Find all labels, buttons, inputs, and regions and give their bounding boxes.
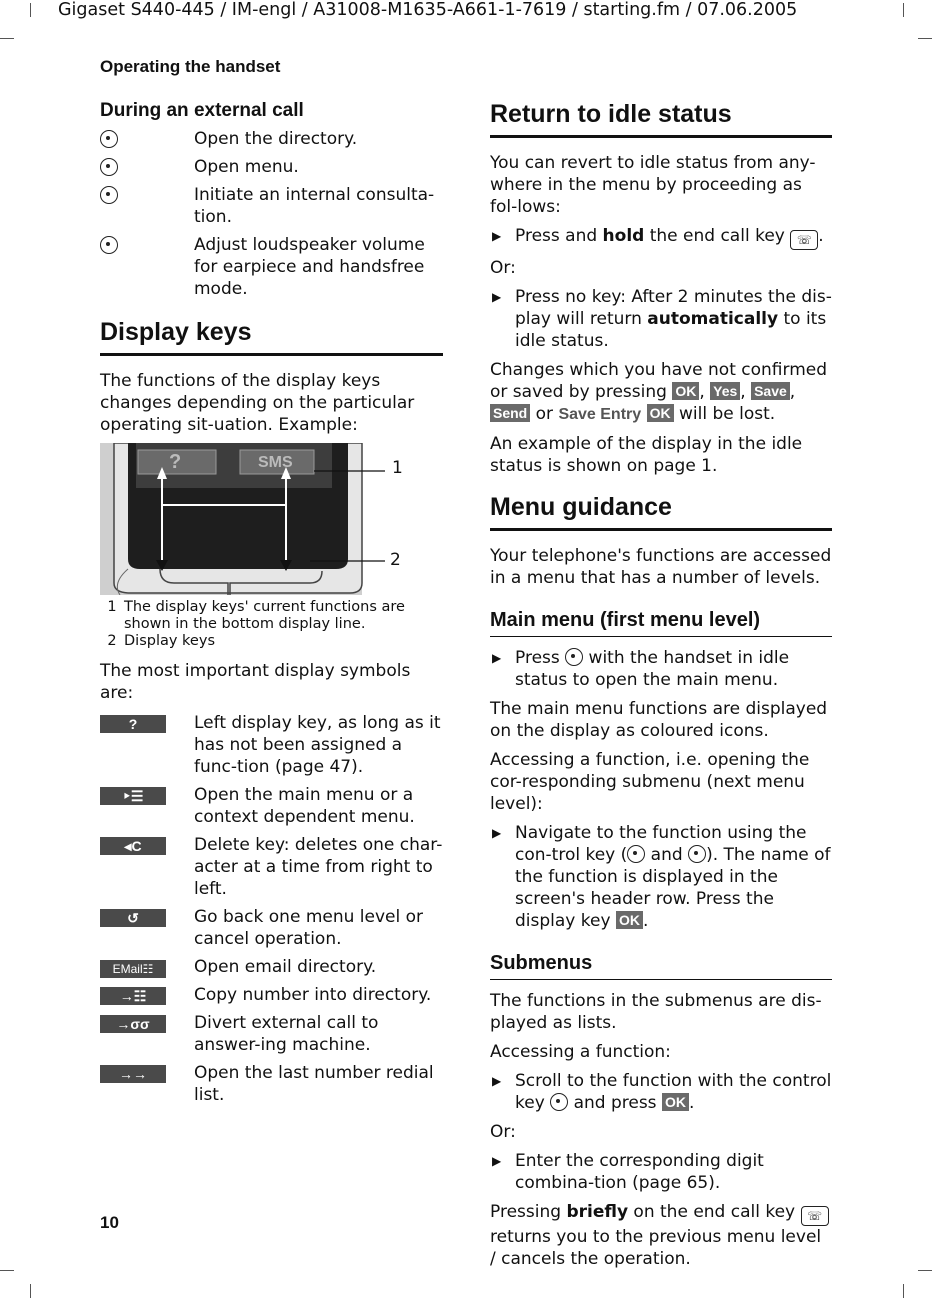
left-display-key-label: ? bbox=[169, 451, 182, 473]
or-label: Or: bbox=[490, 1122, 516, 1142]
figure-captions bbox=[100, 599, 443, 650]
display-keys-heading: Display keys bbox=[100, 318, 443, 356]
caption-text: Display keys bbox=[124, 633, 215, 649]
or-label: Or: bbox=[490, 258, 516, 278]
list-item: ▶ Press and hold the end call key ☏ . bbox=[490, 225, 832, 250]
bullet-arrow-icon: ▶ bbox=[492, 290, 502, 304]
menu-guidance-heading: Menu guidance bbox=[490, 493, 832, 531]
nav-key-updown-icon bbox=[550, 1093, 568, 1111]
list-item bbox=[100, 1012, 443, 1056]
list-item: ▶ Scroll to the function with the control key and press OK . bbox=[492, 1071, 832, 1113]
nav-key-down-icon bbox=[100, 130, 118, 148]
section-title: Operating the handset bbox=[100, 57, 281, 76]
nav-key-right-icon bbox=[565, 648, 583, 666]
main-menu-paragraph-2: Accessing a function, i.e. opening the cor-responding submenu (next menu level): bbox=[490, 750, 810, 814]
nav-key-left-icon bbox=[100, 186, 118, 204]
list-item: ▶ Enter the corresponding digit combina-tion (page 65). bbox=[492, 1151, 764, 1193]
main-menu-paragraph-1: The main menu functions are displayed on the display as coloured icons. bbox=[490, 699, 828, 741]
list-item-text: Open the last number redial list. bbox=[194, 1063, 434, 1105]
save-entry-label: Save Entry bbox=[558, 406, 642, 423]
briefly-paragraph: Pressing briefly on the end call key ☏ returns you to the previous menu level / cancels the operation. bbox=[490, 1201, 832, 1270]
page-number: 10 bbox=[100, 1213, 119, 1232]
crop-mark bbox=[0, 38, 14, 39]
end-call-key-icon: ☏ bbox=[801, 1206, 829, 1226]
list-item bbox=[100, 784, 443, 828]
left-column bbox=[100, 100, 443, 1116]
submenus-paragraph-2: Accessing a function: bbox=[490, 1042, 671, 1062]
caption-text: The display keys' current functions are shown in the bottom display line. bbox=[124, 599, 405, 632]
ok-key-icon: OK bbox=[672, 382, 699, 400]
send-key-icon: Send bbox=[490, 404, 530, 422]
email-directory-key-icon: EMail☷ bbox=[100, 960, 166, 978]
nav-key-right-icon bbox=[100, 158, 118, 176]
list-item-text: Go back one menu level or cancel operation. bbox=[194, 907, 424, 949]
redial-key-icon: →→ bbox=[100, 1065, 166, 1083]
idle-intro: You can revert to idle status from any-where in the menu by proceeding as fol-lows: bbox=[490, 153, 816, 217]
nav-key-updown-icon bbox=[100, 236, 118, 254]
bullet-arrow-icon: ▶ bbox=[492, 826, 502, 840]
crop-mark bbox=[903, 1284, 904, 1298]
main-menu-heading: Main menu (first menu level) bbox=[490, 609, 832, 637]
changes-paragraph: Changes which you have not confirmed or saved by pressing OK , Yes , Save , Send or Save Entry OK will be lost. bbox=[490, 360, 828, 424]
bullet-arrow-icon: ▶ bbox=[492, 1074, 502, 1088]
list-item-text: Open email directory. bbox=[194, 957, 377, 977]
crop-mark bbox=[30, 1284, 31, 1298]
symbols-intro: The most important display symbols are: bbox=[100, 661, 411, 703]
list-item bbox=[100, 156, 443, 178]
menu-intro: Your telephone's functions are accessed in a menu that has a number of levels. bbox=[490, 546, 832, 588]
list-item-text: Copy number into directory. bbox=[194, 985, 432, 1005]
display-symbols-list bbox=[100, 712, 443, 1106]
divert-answering-machine-key-icon: →σσ bbox=[100, 1015, 166, 1033]
ok-key-icon: OK bbox=[616, 911, 643, 929]
callout-1: 1 bbox=[392, 458, 403, 478]
list-item bbox=[100, 906, 443, 950]
list-item-text: Left display key, as long as it has not been assigned a func-tion (page 47). bbox=[194, 713, 441, 777]
list-item bbox=[100, 956, 443, 978]
document-header: Gigaset S440-445 / IM-engl / A31008-M1635-A661-1-7619 / starting.fm / 07.06.2005 bbox=[58, 0, 798, 20]
bullet-arrow-icon: ▶ bbox=[492, 1154, 502, 1168]
submenus-heading: Submenus bbox=[490, 952, 832, 980]
question-key-icon: ? bbox=[100, 715, 166, 733]
list-item-text: Open the directory. bbox=[194, 129, 358, 149]
delete-key-icon: ◂C bbox=[100, 837, 166, 855]
crop-mark bbox=[903, 3, 904, 17]
list-item bbox=[100, 184, 443, 228]
list-item-text: Delete key: deletes one char-acter at a time from right to left. bbox=[194, 835, 443, 899]
bullet-arrow-icon: ▶ bbox=[492, 229, 502, 243]
idle-example: An example of the display in the idle status is shown on page 1. bbox=[490, 434, 803, 476]
right-display-key-label: SMS bbox=[258, 454, 293, 471]
list-item bbox=[100, 1062, 443, 1106]
idle-status-heading: Return to idle status bbox=[490, 100, 832, 138]
crop-mark bbox=[918, 38, 932, 39]
menu-key-icon: ‣☰ bbox=[100, 787, 166, 805]
list-item: ▶ Press no key: After 2 minutes the dis-play will return automatically to its idle status. bbox=[492, 287, 832, 351]
list-item-text: Open menu. bbox=[194, 157, 299, 177]
save-key-icon: Save bbox=[751, 382, 790, 400]
caption-number: 2 bbox=[107, 633, 117, 649]
end-call-key-icon: ☏ bbox=[790, 230, 818, 250]
display-keys-intro: The functions of the display keys changes depending on the particular operating sit-uation. Example: bbox=[100, 371, 415, 435]
external-call-heading: During an external call bbox=[100, 100, 304, 121]
list-item bbox=[100, 234, 443, 300]
yes-key-icon: Yes bbox=[710, 382, 740, 400]
display-keys-figure bbox=[100, 443, 443, 595]
crop-mark bbox=[0, 1270, 14, 1271]
caption-number: 1 bbox=[107, 599, 117, 615]
list-item-text: Open the main menu or a context dependent menu. bbox=[194, 785, 415, 827]
nav-key-leftright-icon bbox=[688, 845, 706, 863]
list-item bbox=[100, 128, 443, 150]
back-key-icon: ↺ bbox=[100, 909, 166, 927]
list-item: ▶ Press with the handset in idle status to open the main menu. bbox=[492, 648, 790, 690]
caption-row bbox=[100, 599, 443, 633]
callout-2: 2 bbox=[390, 550, 401, 570]
right-column bbox=[490, 100, 832, 1277]
list-item-text: Initiate an internal consulta-tion. bbox=[194, 185, 435, 227]
list-item-text: Divert external call to answer-ing machine. bbox=[194, 1013, 379, 1055]
list-item bbox=[100, 834, 443, 900]
crop-mark bbox=[30, 3, 31, 17]
list-item bbox=[100, 712, 443, 778]
ok-key-icon: OK bbox=[647, 404, 674, 422]
crop-mark bbox=[918, 1270, 932, 1271]
external-call-list bbox=[100, 128, 443, 300]
list-item-text: Adjust loudspeaker volume for earpiece and handsfree mode. bbox=[194, 235, 425, 299]
nav-key-updown-icon bbox=[627, 845, 645, 863]
caption-row bbox=[100, 633, 443, 650]
list-item bbox=[100, 984, 443, 1006]
copy-to-directory-key-icon: →☷ bbox=[100, 987, 166, 1005]
list-item: ▶ Navigate to the function using the con-trol key ( and ). The name of the function is displayed in the screen's header row. Press the display key OK . bbox=[492, 823, 831, 931]
bullet-arrow-icon: ▶ bbox=[492, 651, 502, 665]
submenus-paragraph-1: The functions in the submenus are dis-played as lists. bbox=[490, 991, 822, 1033]
ok-key-icon: OK bbox=[662, 1093, 689, 1111]
